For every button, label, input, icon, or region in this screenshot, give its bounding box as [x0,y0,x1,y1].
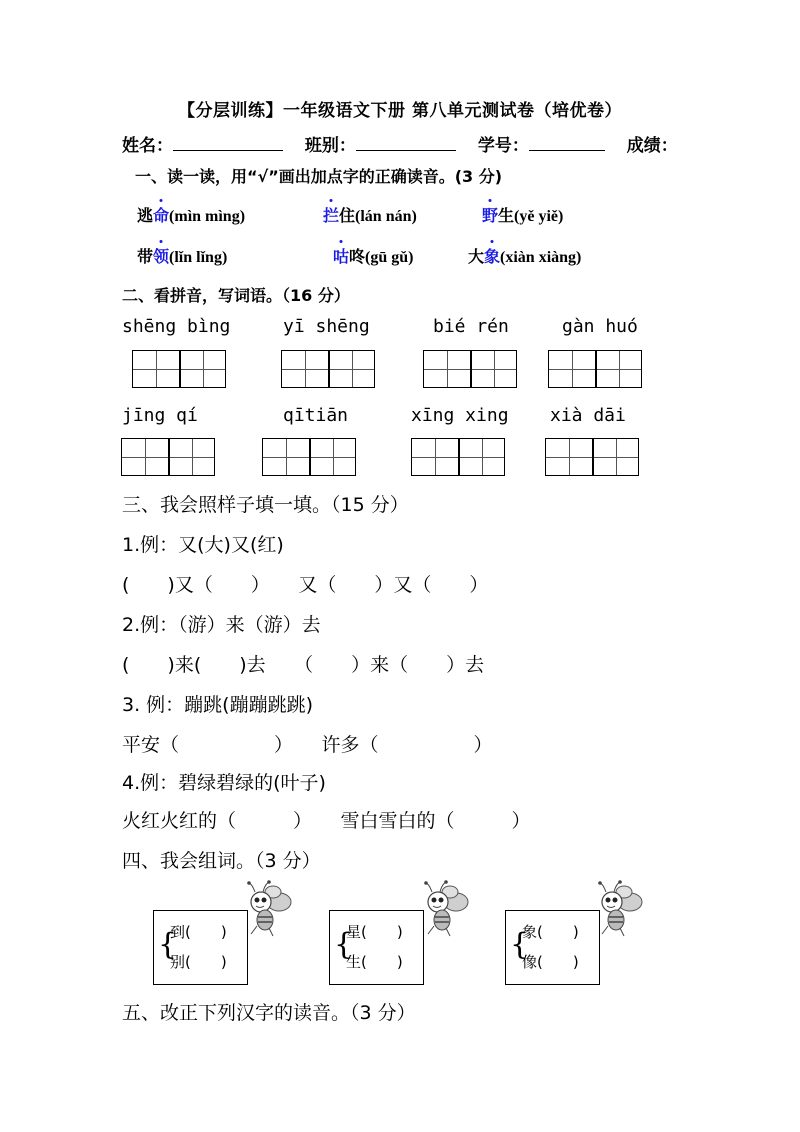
writing-grid[interactable] [262,438,356,476]
page-title: 【分层训练】一年级语文下册 第八单元测试卷（培优卷） [178,101,622,121]
pinyin-label: bié rén [433,316,509,337]
bee-icon [420,880,470,940]
pinyin-label: yī shēng [283,316,370,337]
word-group-item[interactable]: 生( ) [346,953,403,971]
pinyin-label: qītiān [283,405,349,426]
section2-heading: 二、看拼音，写词语。（16 分） [122,286,350,305]
word-group-item[interactable]: 到( ) [170,923,227,941]
writing-grid[interactable] [411,438,505,476]
pronunciation-item: 拦住(lán nán) [323,203,417,226]
word-group-box [505,910,600,985]
example-line: 2.例：（游）来（游）去 [122,614,321,636]
pronunciation-item: 咕咚(gū gǔ) [333,244,413,267]
fill-line[interactable]: 火红火红的（ ） 雪白雪白的（ ） [122,810,531,832]
pinyin-label: xià dāi [550,405,626,426]
brace: { [334,927,354,962]
pinyin-label: gàn huó [562,316,638,337]
class-label: 班别： [304,136,356,156]
fill-line[interactable]: ( )来( )去 （ ）来（ ）去 [122,654,485,676]
word-group-item[interactable]: 像( ) [522,953,579,971]
example-line: 4.例：碧绿碧绿的(叶子) [122,772,326,794]
word-group-item[interactable]: 象( ) [522,923,579,941]
brace: { [158,927,178,962]
score-label: 成绩： [626,136,678,156]
pronunciation-item: 野生(yě yiě) [482,203,563,226]
writing-grid[interactable] [281,350,375,388]
brace: { [510,927,530,962]
bee-icon [594,880,644,940]
example-line: 3. 例：蹦跳(蹦蹦跳跳) [122,694,313,716]
pronunciation-item: 大象(xiàn xiàng) [468,244,581,267]
writing-grid[interactable] [423,350,517,388]
writing-grid[interactable] [545,438,639,476]
word-group-item[interactable]: 别( ) [170,953,227,971]
pronunciation-item: 逃命(mìn mìng) [137,203,245,226]
word-group-box [329,910,424,985]
writing-grid[interactable] [548,350,642,388]
pinyin-label: jīng qí [122,405,198,426]
bee-icon [243,880,293,940]
fill-line[interactable]: ( )又（ ） 又（ ）又（ ） [122,574,489,596]
number-label: 学号： [477,136,529,156]
number-blank[interactable] [529,137,605,151]
student-info-row [122,131,678,156]
word-group-box [153,910,248,985]
example-line: 1.例：又(大)又(红) [122,534,284,556]
name-label: 姓名： [122,136,173,156]
section1-heading: 一、读一读，用“√”画出加点字的正确读音。(3 分) [135,167,503,186]
pinyin-label: shēng bìng [122,316,231,337]
pronunciation-item: 带领(lǐn lǐng) [137,244,227,267]
section4-heading: 四、我会组词。（3 分） [122,850,321,872]
writing-grid[interactable] [121,438,215,476]
name-blank[interactable] [173,137,283,151]
fill-line[interactable]: 平安（ ） 许多（ ） [122,734,493,756]
section3-heading: 三、我会照样子填一填。（15 分） [122,494,409,516]
class-blank[interactable] [356,137,456,151]
section5-heading: 五、改正下列汉字的读音。（3 分） [122,1002,416,1024]
pinyin-label: xīng xing [411,405,509,426]
writing-grid[interactable] [132,350,226,388]
word-group-item[interactable]: 星( ) [346,923,403,941]
